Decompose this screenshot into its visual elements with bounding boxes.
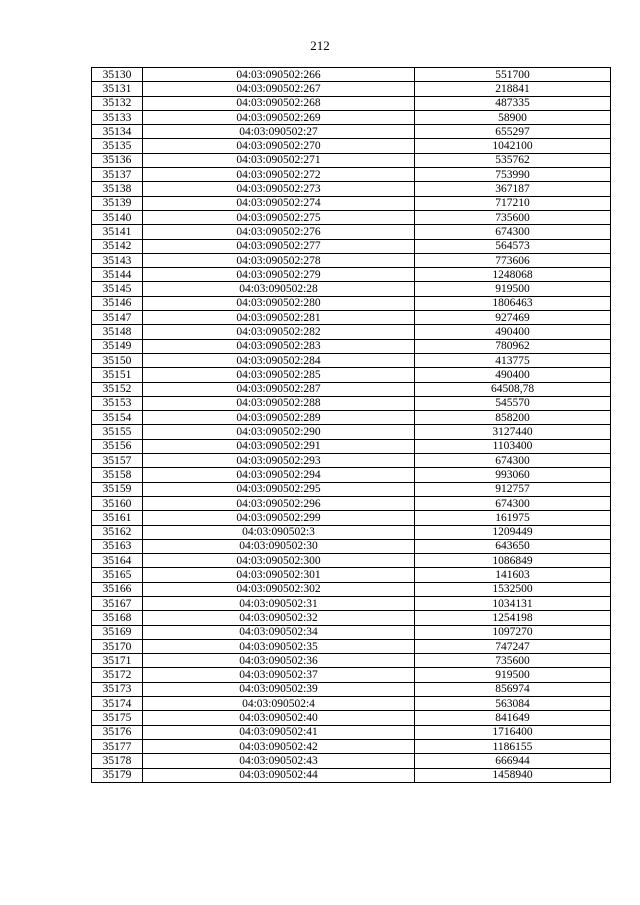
table-row — [92, 153, 611, 167]
value-cell: 735600 — [415, 210, 611, 224]
cadastral-number-cell: 04:03:090502:283 — [143, 339, 415, 353]
cadastral-number-cell: 04:03:090502:30 — [143, 539, 415, 553]
table-row — [92, 268, 611, 282]
table-row — [92, 711, 611, 725]
value-cell: 1458940 — [415, 768, 611, 782]
table-row — [92, 82, 611, 96]
row-number-cell: 35153 — [92, 396, 143, 410]
value-cell: 535762 — [415, 153, 611, 167]
table-row — [92, 739, 611, 753]
cadastral-number-cell: 04:03:090502:40 — [143, 711, 415, 725]
value-cell: 1806463 — [415, 296, 611, 310]
row-number-cell: 35135 — [92, 139, 143, 153]
row-number-cell: 35169 — [92, 625, 143, 639]
cadastral-number-cell: 04:03:090502:41 — [143, 725, 415, 739]
row-number-cell: 35138 — [92, 182, 143, 196]
row-number-cell: 35172 — [92, 668, 143, 682]
cadastral-number-cell: 04:03:090502:270 — [143, 139, 415, 153]
value-cell: 564573 — [415, 239, 611, 253]
cadastral-number-cell: 04:03:090502:42 — [143, 739, 415, 753]
table-row — [92, 139, 611, 153]
value-cell: 1086849 — [415, 554, 611, 568]
row-number-cell: 35177 — [92, 739, 143, 753]
cadastral-number-cell: 04:03:090502:293 — [143, 454, 415, 468]
table-row — [92, 754, 611, 768]
cadastral-number-cell: 04:03:090502:37 — [143, 668, 415, 682]
table-row — [92, 225, 611, 239]
value-cell: 717210 — [415, 196, 611, 210]
row-number-cell: 35170 — [92, 639, 143, 653]
value-cell: 413775 — [415, 353, 611, 367]
cadastral-number-cell: 04:03:090502:278 — [143, 253, 415, 267]
cadastral-number-cell: 04:03:090502:281 — [143, 311, 415, 325]
value-cell: 367187 — [415, 182, 611, 196]
row-number-cell: 35179 — [92, 768, 143, 782]
cadastral-number-cell: 04:03:090502:277 — [143, 239, 415, 253]
table-body — [92, 68, 611, 783]
value-cell: 161975 — [415, 511, 611, 525]
row-number-cell: 35147 — [92, 311, 143, 325]
cadastral-number-cell: 04:03:090502:279 — [143, 268, 415, 282]
cadastral-number-cell: 04:03:090502:285 — [143, 368, 415, 382]
table-row — [92, 568, 611, 582]
value-cell: 643650 — [415, 539, 611, 553]
value-cell: 674300 — [415, 496, 611, 510]
table-row — [92, 68, 611, 82]
cadastral-number-cell: 04:03:090502:289 — [143, 411, 415, 425]
row-number-cell: 35160 — [92, 496, 143, 510]
row-number-cell: 35150 — [92, 353, 143, 367]
row-number-cell: 35142 — [92, 239, 143, 253]
table-row — [92, 368, 611, 382]
value-cell: 1103400 — [415, 439, 611, 453]
cadastral-number-cell: 04:03:090502:274 — [143, 196, 415, 210]
row-number-cell: 35159 — [92, 482, 143, 496]
row-number-cell: 35176 — [92, 725, 143, 739]
value-cell: 858200 — [415, 411, 611, 425]
table-row — [92, 611, 611, 625]
cadastral-number-cell: 04:03:090502:299 — [143, 511, 415, 525]
row-number-cell: 35163 — [92, 539, 143, 553]
cadastral-number-cell: 04:03:090502:300 — [143, 554, 415, 568]
row-number-cell: 35155 — [92, 425, 143, 439]
cadastral-number-cell: 04:03:090502:268 — [143, 96, 415, 110]
row-number-cell: 35141 — [92, 225, 143, 239]
row-number-cell: 35152 — [92, 382, 143, 396]
row-number-cell: 35146 — [92, 296, 143, 310]
value-cell: 490400 — [415, 368, 611, 382]
table-row — [92, 654, 611, 668]
cadastral-number-cell: 04:03:090502:28 — [143, 282, 415, 296]
table-row — [92, 396, 611, 410]
row-number-cell: 35166 — [92, 582, 143, 596]
row-number-cell: 35158 — [92, 468, 143, 482]
value-cell: 1186155 — [415, 739, 611, 753]
value-cell: 1254198 — [415, 611, 611, 625]
cadastral-number-cell: 04:03:090502:280 — [143, 296, 415, 310]
cadastral-number-cell: 04:03:090502:3 — [143, 525, 415, 539]
value-cell: 1209449 — [415, 525, 611, 539]
row-number-cell: 35171 — [92, 654, 143, 668]
row-number-cell: 35130 — [92, 68, 143, 82]
row-number-cell: 35144 — [92, 268, 143, 282]
value-cell: 490400 — [415, 325, 611, 339]
table-row — [92, 697, 611, 711]
value-cell: 1034131 — [415, 596, 611, 610]
value-cell: 747247 — [415, 639, 611, 653]
row-number-cell: 35168 — [92, 611, 143, 625]
table-row — [92, 196, 611, 210]
row-number-cell: 35148 — [92, 325, 143, 339]
table-row — [92, 311, 611, 325]
cadastral-number-cell: 04:03:090502:290 — [143, 425, 415, 439]
table-row — [92, 468, 611, 482]
cadastral-number-cell: 04:03:090502:301 — [143, 568, 415, 582]
table-row — [92, 110, 611, 124]
cadastral-number-cell: 04:03:090502:291 — [143, 439, 415, 453]
value-cell: 773606 — [415, 253, 611, 267]
table-row — [92, 639, 611, 653]
row-number-cell: 35161 — [92, 511, 143, 525]
row-number-cell: 35136 — [92, 153, 143, 167]
value-cell: 545570 — [415, 396, 611, 410]
table-row — [92, 668, 611, 682]
value-cell: 655297 — [415, 125, 611, 139]
cadastral-number-cell: 04:03:090502:302 — [143, 582, 415, 596]
table-row — [92, 439, 611, 453]
row-number-cell: 35151 — [92, 368, 143, 382]
row-number-cell: 35131 — [92, 82, 143, 96]
cadastral-number-cell: 04:03:090502:295 — [143, 482, 415, 496]
value-cell: 1716400 — [415, 725, 611, 739]
value-cell: 919500 — [415, 668, 611, 682]
value-cell: 841649 — [415, 711, 611, 725]
table-row — [92, 96, 611, 110]
row-number-cell: 35149 — [92, 339, 143, 353]
row-number-cell: 35174 — [92, 697, 143, 711]
value-cell: 218841 — [415, 82, 611, 96]
cadastral-number-cell: 04:03:090502:269 — [143, 110, 415, 124]
value-cell: 674300 — [415, 225, 611, 239]
cadastral-number-cell: 04:03:090502:282 — [143, 325, 415, 339]
cadastral-number-cell: 04:03:090502:296 — [143, 496, 415, 510]
table-row — [92, 482, 611, 496]
table-row — [92, 239, 611, 253]
cadastral-number-cell: 04:03:090502:34 — [143, 625, 415, 639]
row-number-cell: 35178 — [92, 754, 143, 768]
table-row — [92, 554, 611, 568]
value-cell: 1097270 — [415, 625, 611, 639]
table-row — [92, 411, 611, 425]
row-number-cell: 35140 — [92, 210, 143, 224]
table-row — [92, 168, 611, 182]
value-cell: 1248068 — [415, 268, 611, 282]
table-row — [92, 382, 611, 396]
page-number: 212 — [310, 38, 330, 53]
table-row — [92, 496, 611, 510]
cadastral-number-cell: 04:03:090502:31 — [143, 596, 415, 610]
value-cell: 674300 — [415, 454, 611, 468]
table-row — [92, 125, 611, 139]
value-cell: 666944 — [415, 754, 611, 768]
table-row — [92, 425, 611, 439]
cadastral-number-cell: 04:03:090502:44 — [143, 768, 415, 782]
table-row — [92, 325, 611, 339]
cadastral-number-cell: 04:03:090502:275 — [143, 210, 415, 224]
cadastral-number-cell: 04:03:090502:39 — [143, 682, 415, 696]
table-row — [92, 625, 611, 639]
cadastral-number-cell: 04:03:090502:287 — [143, 382, 415, 396]
cadastral-number-cell: 04:03:090502:27 — [143, 125, 415, 139]
value-cell: 735600 — [415, 654, 611, 668]
cadastral-number-cell: 04:03:090502:36 — [143, 654, 415, 668]
table-row — [92, 339, 611, 353]
cadastral-number-cell: 04:03:090502:284 — [143, 353, 415, 367]
cadastral-number-cell: 04:03:090502:294 — [143, 468, 415, 482]
table-row — [92, 511, 611, 525]
table-row — [92, 768, 611, 782]
table-row — [92, 539, 611, 553]
value-cell: 919500 — [415, 282, 611, 296]
cadastral-number-cell: 04:03:090502:272 — [143, 168, 415, 182]
value-cell: 780962 — [415, 339, 611, 353]
value-cell: 141603 — [415, 568, 611, 582]
cadastral-number-cell: 04:03:090502:267 — [143, 82, 415, 96]
row-number-cell: 35165 — [92, 568, 143, 582]
table-row — [92, 182, 611, 196]
cadastral-number-cell: 04:03:090502:276 — [143, 225, 415, 239]
table-row — [92, 454, 611, 468]
value-cell: 487335 — [415, 96, 611, 110]
table-row — [92, 682, 611, 696]
table-row — [92, 525, 611, 539]
row-number-cell: 35143 — [92, 253, 143, 267]
cadastral-number-cell: 04:03:090502:32 — [143, 611, 415, 625]
row-number-cell: 35162 — [92, 525, 143, 539]
row-number-cell: 35175 — [92, 711, 143, 725]
value-cell: 551700 — [415, 68, 611, 82]
value-cell: 912757 — [415, 482, 611, 496]
table-row — [92, 282, 611, 296]
value-cell: 993060 — [415, 468, 611, 482]
cadastral-number-cell: 04:03:090502:43 — [143, 754, 415, 768]
cadastral-number-cell: 04:03:090502:266 — [143, 68, 415, 82]
table-row — [92, 210, 611, 224]
cadastral-number-cell: 04:03:090502:4 — [143, 697, 415, 711]
value-cell: 1532500 — [415, 582, 611, 596]
table-row — [92, 253, 611, 267]
value-cell: 927469 — [415, 311, 611, 325]
cadastral-number-cell: 04:03:090502:273 — [143, 182, 415, 196]
row-number-cell: 35137 — [92, 168, 143, 182]
table-row — [92, 596, 611, 610]
value-cell: 64508,78 — [415, 382, 611, 396]
table-row — [92, 725, 611, 739]
row-number-cell: 35139 — [92, 196, 143, 210]
cadastral-number-cell: 04:03:090502:271 — [143, 153, 415, 167]
row-number-cell: 35145 — [92, 282, 143, 296]
cadastral-number-cell: 04:03:090502:35 — [143, 639, 415, 653]
cadastral-value-table — [91, 67, 611, 783]
value-cell: 1042100 — [415, 139, 611, 153]
row-number-cell: 35154 — [92, 411, 143, 425]
table-row — [92, 353, 611, 367]
value-cell: 753990 — [415, 168, 611, 182]
row-number-cell: 35164 — [92, 554, 143, 568]
row-number-cell: 35134 — [92, 125, 143, 139]
value-cell: 3127440 — [415, 425, 611, 439]
row-number-cell: 35157 — [92, 454, 143, 468]
table-row — [92, 296, 611, 310]
value-cell: 58900 — [415, 110, 611, 124]
row-number-cell: 35156 — [92, 439, 143, 453]
row-number-cell: 35132 — [92, 96, 143, 110]
value-cell: 563084 — [415, 697, 611, 711]
table-row — [92, 582, 611, 596]
row-number-cell: 35173 — [92, 682, 143, 696]
value-cell: 856974 — [415, 682, 611, 696]
row-number-cell: 35167 — [92, 596, 143, 610]
cadastral-number-cell: 04:03:090502:288 — [143, 396, 415, 410]
row-number-cell: 35133 — [92, 110, 143, 124]
